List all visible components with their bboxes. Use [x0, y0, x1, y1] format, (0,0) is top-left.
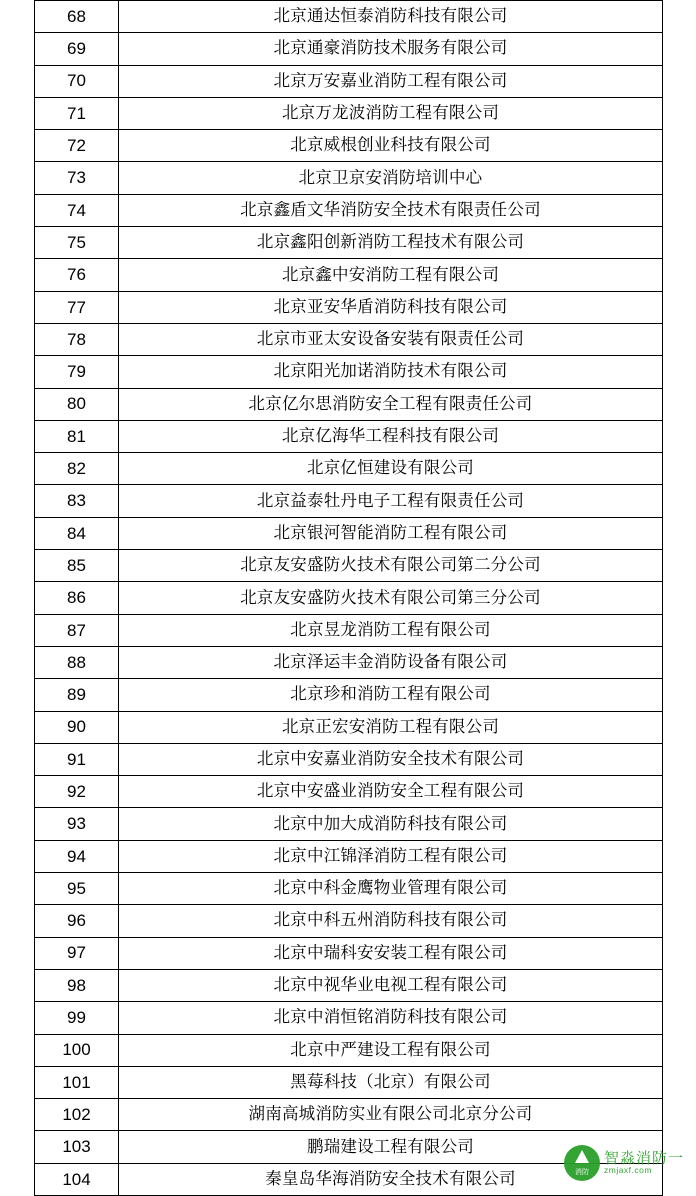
row-company-name: 秦皇岛华海消防安全技术有限公司 — [119, 1163, 663, 1195]
table-row — [35, 33, 663, 65]
table-row — [35, 905, 663, 937]
row-company-name: 北京阳光加诺消防技术有限公司 — [119, 356, 663, 388]
table-row — [35, 840, 663, 872]
row-index: 79 — [35, 356, 119, 388]
row-company-name: 北京鑫阳创新消防工程技术有限公司 — [119, 227, 663, 259]
table-row — [35, 1066, 663, 1098]
table-row — [35, 969, 663, 1001]
row-company-name: 北京银河智能消防工程有限公司 — [119, 517, 663, 549]
table-row — [35, 614, 663, 646]
table-row — [35, 1163, 663, 1195]
table-body — [35, 1, 663, 1196]
row-index: 90 — [35, 711, 119, 743]
row-index: 86 — [35, 582, 119, 614]
row-company-name: 鹏瑞建设工程有限公司 — [119, 1131, 663, 1163]
table-row — [35, 550, 663, 582]
row-company-name: 北京中科五州消防科技有限公司 — [119, 905, 663, 937]
row-index: 92 — [35, 776, 119, 808]
row-index: 68 — [35, 1, 119, 33]
row-company-name: 北京卫京安消防培训中心 — [119, 162, 663, 194]
row-company-name: 北京昱龙消防工程有限公司 — [119, 614, 663, 646]
row-index: 95 — [35, 873, 119, 905]
row-index: 101 — [35, 1066, 119, 1098]
row-company-name: 北京益泰牡丹电子工程有限责任公司 — [119, 485, 663, 517]
row-index: 69 — [35, 33, 119, 65]
table-row — [35, 937, 663, 969]
row-company-name: 北京友安盛防火技术有限公司第二分公司 — [119, 550, 663, 582]
row-index: 80 — [35, 388, 119, 420]
row-company-name: 北京威根创业科技有限公司 — [119, 130, 663, 162]
row-index: 103 — [35, 1131, 119, 1163]
row-index: 87 — [35, 614, 119, 646]
row-index: 76 — [35, 259, 119, 291]
row-index: 74 — [35, 194, 119, 226]
row-company-name: 北京亚安华盾消防科技有限公司 — [119, 291, 663, 323]
table-row — [35, 582, 663, 614]
watermark-logo-text: 消防 — [574, 1169, 589, 1176]
row-index: 94 — [35, 840, 119, 872]
table-row — [35, 679, 663, 711]
table-row — [35, 227, 663, 259]
row-company-name: 北京中江锦泽消防工程有限公司 — [119, 840, 663, 872]
row-company-name: 北京中安嘉业消防安全技术有限公司 — [119, 743, 663, 775]
row-index: 88 — [35, 646, 119, 678]
table-row — [35, 743, 663, 775]
row-company-name: 北京中消恒铭消防科技有限公司 — [119, 1002, 663, 1034]
table-row — [35, 485, 663, 517]
row-company-name: 北京中视华业电视工程有限公司 — [119, 969, 663, 1001]
table-row — [35, 808, 663, 840]
row-index: 75 — [35, 227, 119, 259]
table-row — [35, 323, 663, 355]
row-company-name: 黑莓科技（北京）有限公司 — [119, 1066, 663, 1098]
row-company-name: 北京泽运丰金消防设备有限公司 — [119, 646, 663, 678]
row-index: 78 — [35, 323, 119, 355]
row-index: 85 — [35, 550, 119, 582]
row-company-name: 北京万龙波消防工程有限公司 — [119, 97, 663, 129]
row-index: 99 — [35, 1002, 119, 1034]
table-row — [35, 291, 663, 323]
table-row — [35, 259, 663, 291]
table-row — [35, 194, 663, 226]
table-row — [35, 65, 663, 97]
table-row — [35, 1002, 663, 1034]
watermark-title: 智淼消防一 — [603, 1149, 684, 1167]
row-company-name: 北京亿恒建设有限公司 — [119, 453, 663, 485]
table-row — [35, 1099, 663, 1131]
row-company-name: 北京通达恒泰消防科技有限公司 — [119, 1, 663, 33]
table-row — [35, 420, 663, 452]
row-index: 81 — [35, 420, 119, 452]
table-row — [35, 711, 663, 743]
row-company-name: 北京万安嘉业消防工程有限公司 — [119, 65, 663, 97]
row-company-name: 北京亿尔思消防安全工程有限责任公司 — [119, 388, 663, 420]
row-company-name: 北京中安盛业消防安全工程有限公司 — [119, 776, 663, 808]
table-row — [35, 776, 663, 808]
row-index: 96 — [35, 905, 119, 937]
row-company-name: 北京友安盛防火技术有限公司第三分公司 — [119, 582, 663, 614]
company-list-table — [34, 0, 663, 1196]
table-row — [35, 1, 663, 33]
table-row — [35, 517, 663, 549]
row-company-name: 北京中加大成消防科技有限公司 — [119, 808, 663, 840]
row-index: 97 — [35, 937, 119, 969]
row-company-name: 北京市亚太安设备安装有限责任公司 — [119, 323, 663, 355]
row-index: 83 — [35, 485, 119, 517]
table-row — [35, 162, 663, 194]
table-row — [35, 130, 663, 162]
row-index: 72 — [35, 130, 119, 162]
row-index: 93 — [35, 808, 119, 840]
row-company-name: 北京鑫中安消防工程有限公司 — [119, 259, 663, 291]
row-company-name: 北京中严建设工程有限公司 — [119, 1034, 663, 1066]
row-index: 77 — [35, 291, 119, 323]
row-company-name: 北京中瑞科安安装工程有限公司 — [119, 937, 663, 969]
row-index: 82 — [35, 453, 119, 485]
row-index: 89 — [35, 679, 119, 711]
row-index: 73 — [35, 162, 119, 194]
row-company-name: 北京正宏安消防工程有限公司 — [119, 711, 663, 743]
table-row — [35, 388, 663, 420]
row-index: 98 — [35, 969, 119, 1001]
table-row — [35, 1034, 663, 1066]
row-index: 70 — [35, 65, 119, 97]
row-company-name: 北京中科金鹰物业管理有限公司 — [119, 873, 663, 905]
row-index: 91 — [35, 743, 119, 775]
table-row — [35, 356, 663, 388]
row-index: 104 — [35, 1163, 119, 1195]
row-index: 71 — [35, 97, 119, 129]
row-index: 100 — [35, 1034, 119, 1066]
row-company-name: 湖南高城消防实业有限公司北京分公司 — [119, 1099, 663, 1131]
row-index: 102 — [35, 1099, 119, 1131]
row-company-name: 北京鑫盾文华消防安全技术有限责任公司 — [119, 194, 663, 226]
table-row — [35, 646, 663, 678]
table-row — [35, 453, 663, 485]
row-index: 84 — [35, 517, 119, 549]
row-company-name: 北京亿海华工程科技有限公司 — [119, 420, 663, 452]
row-company-name: 北京珍和消防工程有限公司 — [119, 679, 663, 711]
row-company-name: 北京通豪消防技术服务有限公司 — [119, 33, 663, 65]
watermark-url: zmjaxf.com — [603, 1165, 652, 1176]
table-row — [35, 1131, 663, 1163]
table-row — [35, 97, 663, 129]
table-row — [35, 873, 663, 905]
